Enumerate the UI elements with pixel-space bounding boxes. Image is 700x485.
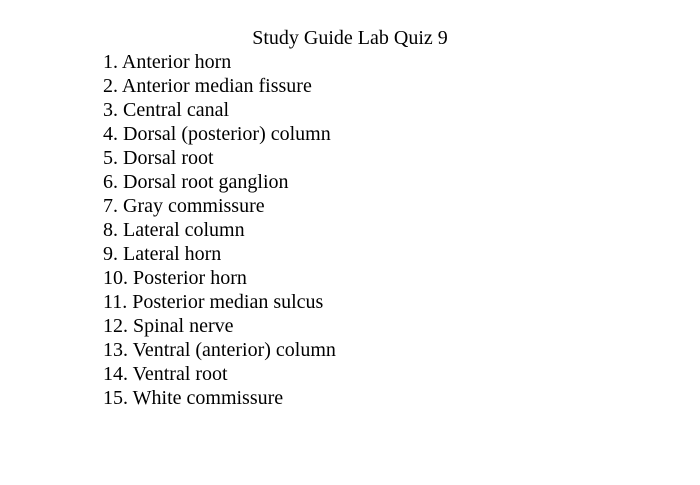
list-item: 5. Dorsal root [103, 147, 214, 169]
list-item: 12. Spinal nerve [103, 315, 234, 337]
term-list [103, 50, 336, 410]
list-item: 2. Anterior median fissure [103, 75, 312, 97]
list-item: 10. Posterior horn [103, 267, 247, 289]
list-item: 6. Dorsal root ganglion [103, 171, 289, 193]
list-item: 4. Dorsal (posterior) column [103, 123, 331, 145]
page-title [0, 26, 700, 50]
list-item: 14. Ventral root [103, 363, 228, 385]
list-item: 11. Posterior median sulcus [103, 291, 324, 313]
list-item: 9. Lateral horn [103, 243, 222, 265]
list-item: 7. Gray commissure [103, 195, 265, 217]
list-item: 15. White commissure [103, 387, 284, 409]
page-title-text: Study Guide Lab Quiz 9 [252, 27, 448, 49]
list-item: 13. Ventral (anterior) column [103, 339, 336, 361]
list-item: 8. Lateral column [103, 219, 245, 241]
list-item: 1. Anterior horn [103, 51, 232, 73]
list-item: 3. Central canal [103, 99, 230, 121]
